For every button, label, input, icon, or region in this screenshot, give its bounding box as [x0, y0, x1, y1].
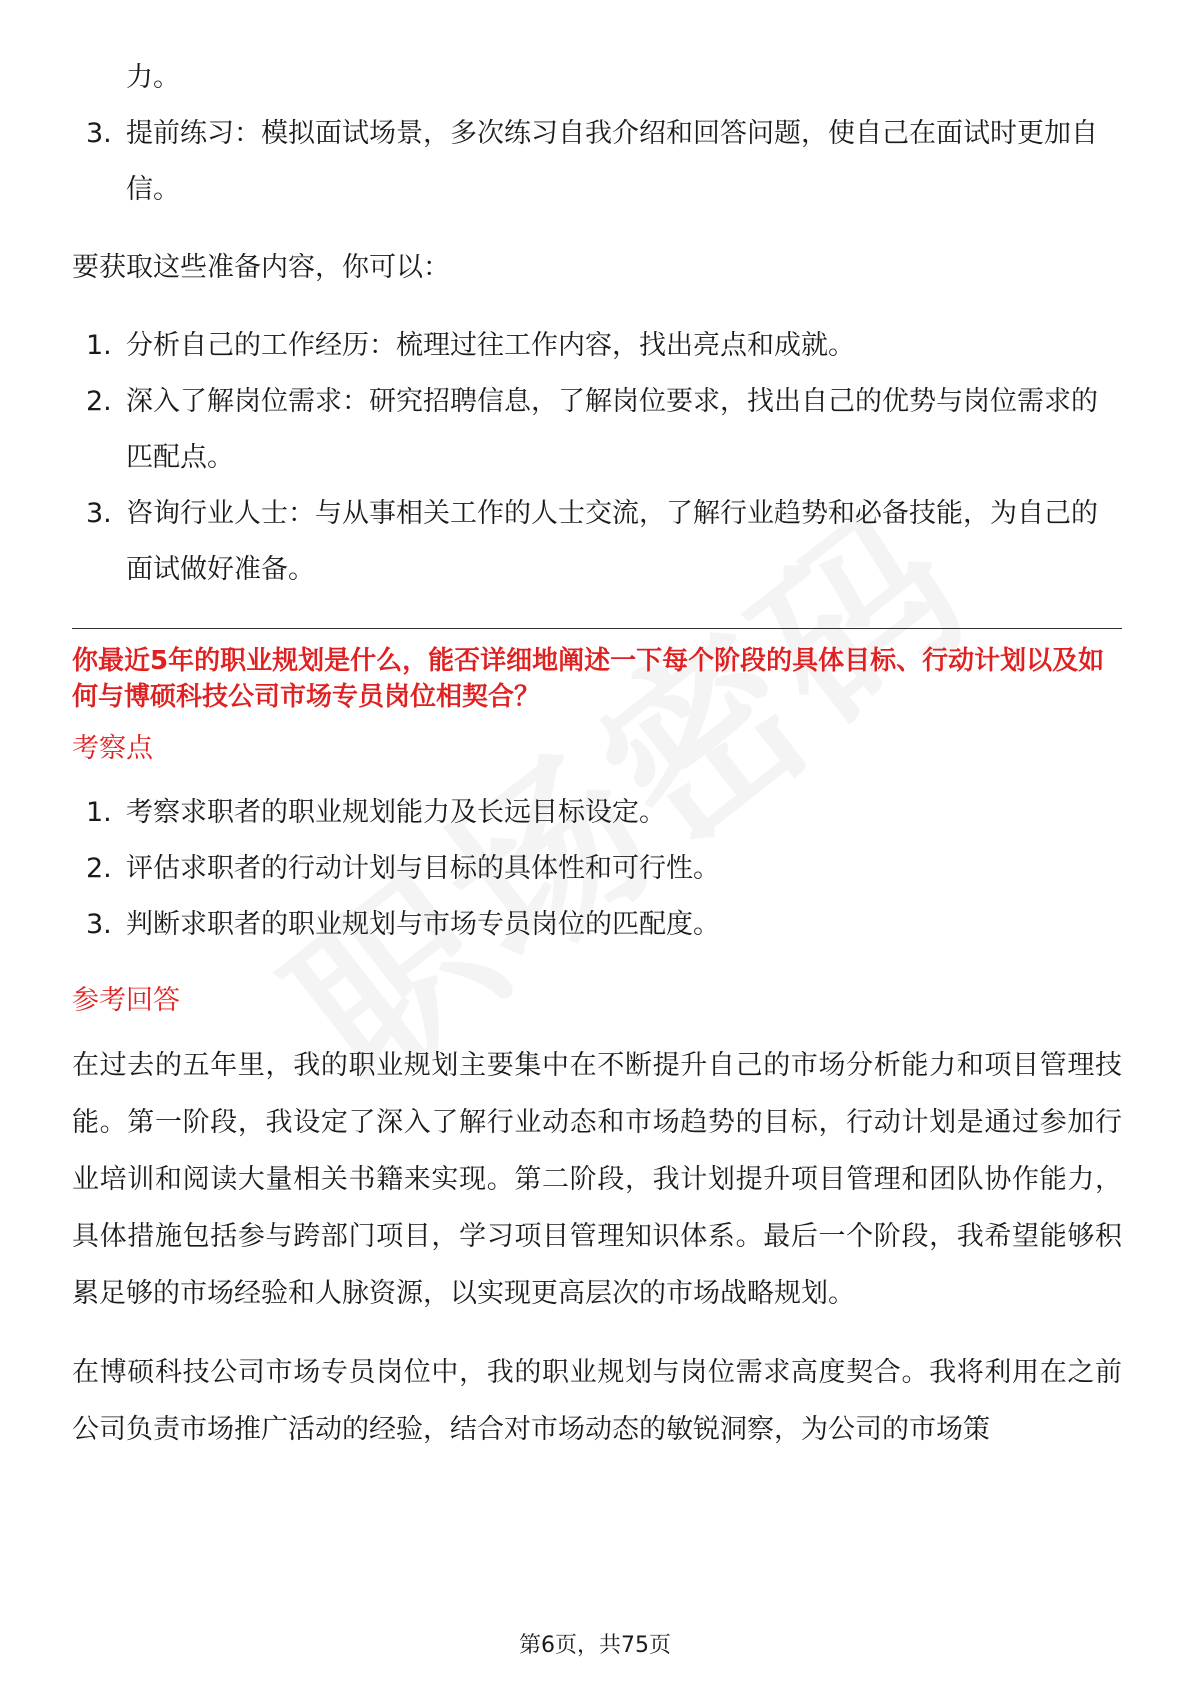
list-item	[72, 841, 1122, 897]
list-number: 2.	[86, 386, 112, 417]
list-item	[72, 374, 1122, 486]
list-text: 考察求职者的职业规划能力及长远目标设定。	[126, 797, 666, 828]
assessment-title: 考察点	[72, 733, 153, 764]
list-number: 1.	[86, 330, 112, 361]
list-number: 3.	[86, 909, 112, 940]
continuation-text: 力。	[126, 62, 180, 93]
list-number: 3.	[86, 118, 112, 149]
section-divider	[72, 628, 1122, 629]
list-text: 判断求职者的职业规划与市场专员岗位的匹配度。	[126, 909, 720, 940]
list-number: 3.	[86, 498, 112, 529]
answer-title: 参考回答	[72, 985, 180, 1016]
prep-list-tail	[72, 106, 1122, 218]
list-text: 咨询行业人士：与从事相关工作的人士交流，了解行业趋势和必备技能，为自己的面试做好准备。	[126, 498, 1098, 585]
prep-intro: 要获取这些准备内容，你可以：	[72, 252, 450, 283]
list-item	[72, 106, 1122, 218]
answer-paragraph: 在博硕科技公司市场专员岗位中，我的职业规划与岗位需求高度契合。我将利用在之前公司负责市场推广活动的经验，结合对市场动态的敏锐洞察，为公司的市场策	[72, 1357, 1122, 1445]
list-text: 分析自己的工作经历：梳理过往工作内容，找出亮点和成就。	[126, 330, 855, 361]
list-item	[72, 785, 1122, 841]
page-content	[72, 50, 1122, 1458]
assessment-list	[72, 785, 1122, 953]
answer-paragraph: 在过去的五年里，我的职业规划主要集中在不断提升自己的市场分析能力和项目管理技能。第一阶段，我设定了深入了解行业动态和市场趋势的目标，行动计划是通过参加行业培训和阅读大量相关书籍来实现。第二阶段，我计划提升项目管理和团队协作能力，具体措施包括参与跨部门项目，学习项目管理知识体系。最后一个阶段，我希望能够积累足够的市场经验和人脉资源，以实现更高层次的市场战略规划。	[72, 1050, 1122, 1309]
list-text: 深入了解岗位需求：研究招聘信息，了解岗位要求，找出自己的优势与岗位需求的匹配点。	[126, 386, 1098, 473]
list-number: 1.	[86, 797, 112, 828]
page-footer: 第6页，共75页	[519, 1633, 671, 1658]
list-item	[72, 897, 1122, 953]
list-item	[72, 318, 1122, 374]
list-text: 评估求职者的行动计划与目标的具体性和可行性。	[126, 853, 720, 884]
list-item	[72, 486, 1122, 598]
prep-methods-list	[72, 318, 1122, 598]
interview-question: 你最近5年的职业规划是什么，能否详细地阐述一下每个阶段的具体目标、行动计划以及如何与博硕科技公司市场专员岗位相契合？	[72, 646, 1105, 712]
list-number: 2.	[86, 853, 112, 884]
list-text: 提前练习：模拟面试场景，多次练习自我介绍和回答问题，使自己在面试时更加自信。	[126, 118, 1098, 205]
